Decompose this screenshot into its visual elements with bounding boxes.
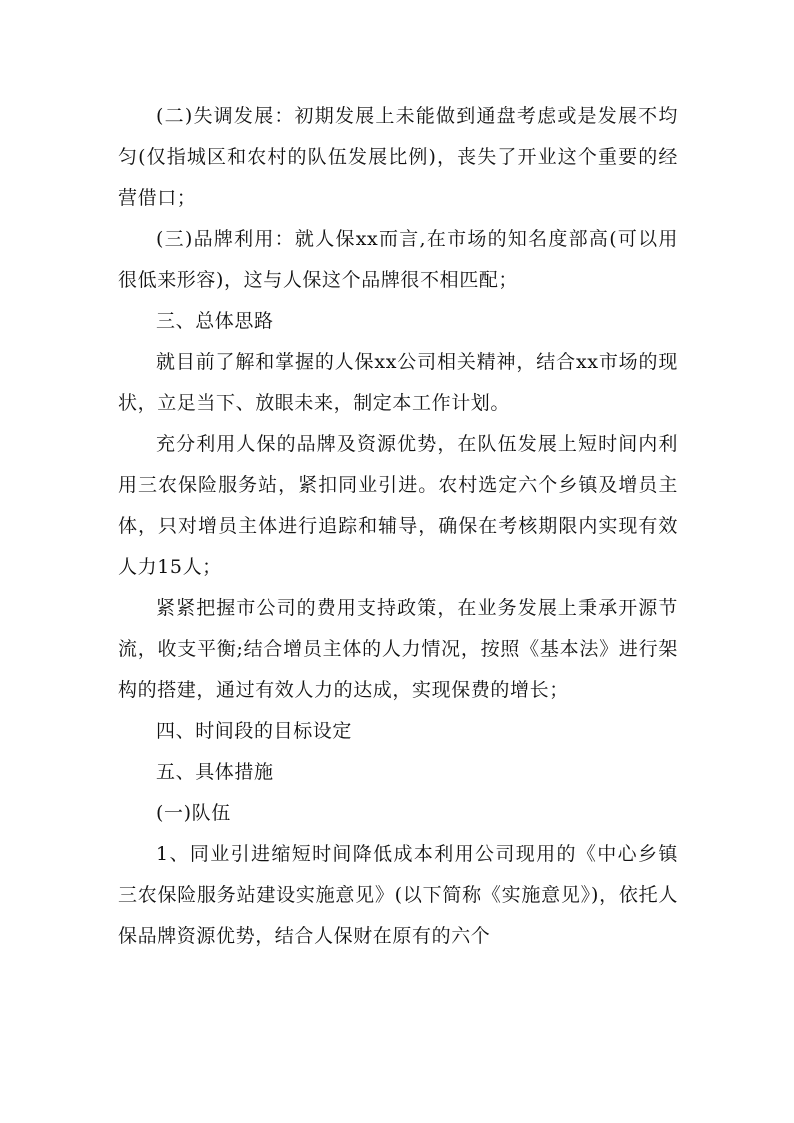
paragraph-team-development: 充分利用人保的品牌及资源优势，在队伍发展上短时间内利用三农保险服务站，紧扣同业引进。农村选定六个乡镇及增员主体，只对增员主体进行追踪和辅导，确保在考核期限内实现有效人力15人； (118, 433, 678, 578)
document-body (118, 96, 678, 957)
paragraph-peer-recruitment: 1、同业引进缩短时间降低成本利用公司现用的《中心乡镇三农保险服务站建设实施意见》(以下简称《实施意见》)，依托人保品牌资源优势，结合人保财在原有的六个 (118, 843, 678, 947)
section-heading-period-targets: 四、时间段的目标设定 (156, 720, 353, 742)
paragraph-imbalanced-development: (二)失调发展：初期发展上未能做到通盘考虑或是发展不均匀(仅指城区和农村的队伍发展比例)，丧失了开业这个重要的经营借口； (118, 105, 678, 209)
paragraph-work-plan-basis: 就目前了解和掌握的人保xx公司相关精神，结合xx市场的现状，立足当下、放眼未来，制定本工作计划。 (118, 351, 678, 414)
section-heading-overall-approach: 三、总体思路 (156, 310, 274, 332)
paragraph-brand-utilization: (三)品牌利用：就人保xx而言,在市场的知名度部高(可以用很低来形容)，这与人保这个品牌很不相匹配； (118, 228, 678, 291)
paragraph-cost-policy: 紧紧把握市公司的费用支持政策，在业务发展上秉承开源节流，收支平衡;结合增员主体的人力情况，按照《基本法》进行架构的搭建，通过有效人力的达成，实现保费的增长； (118, 597, 678, 701)
subsection-heading-team: (一)队伍 (156, 802, 231, 824)
section-heading-specific-measures: 五、具体措施 (156, 761, 274, 783)
